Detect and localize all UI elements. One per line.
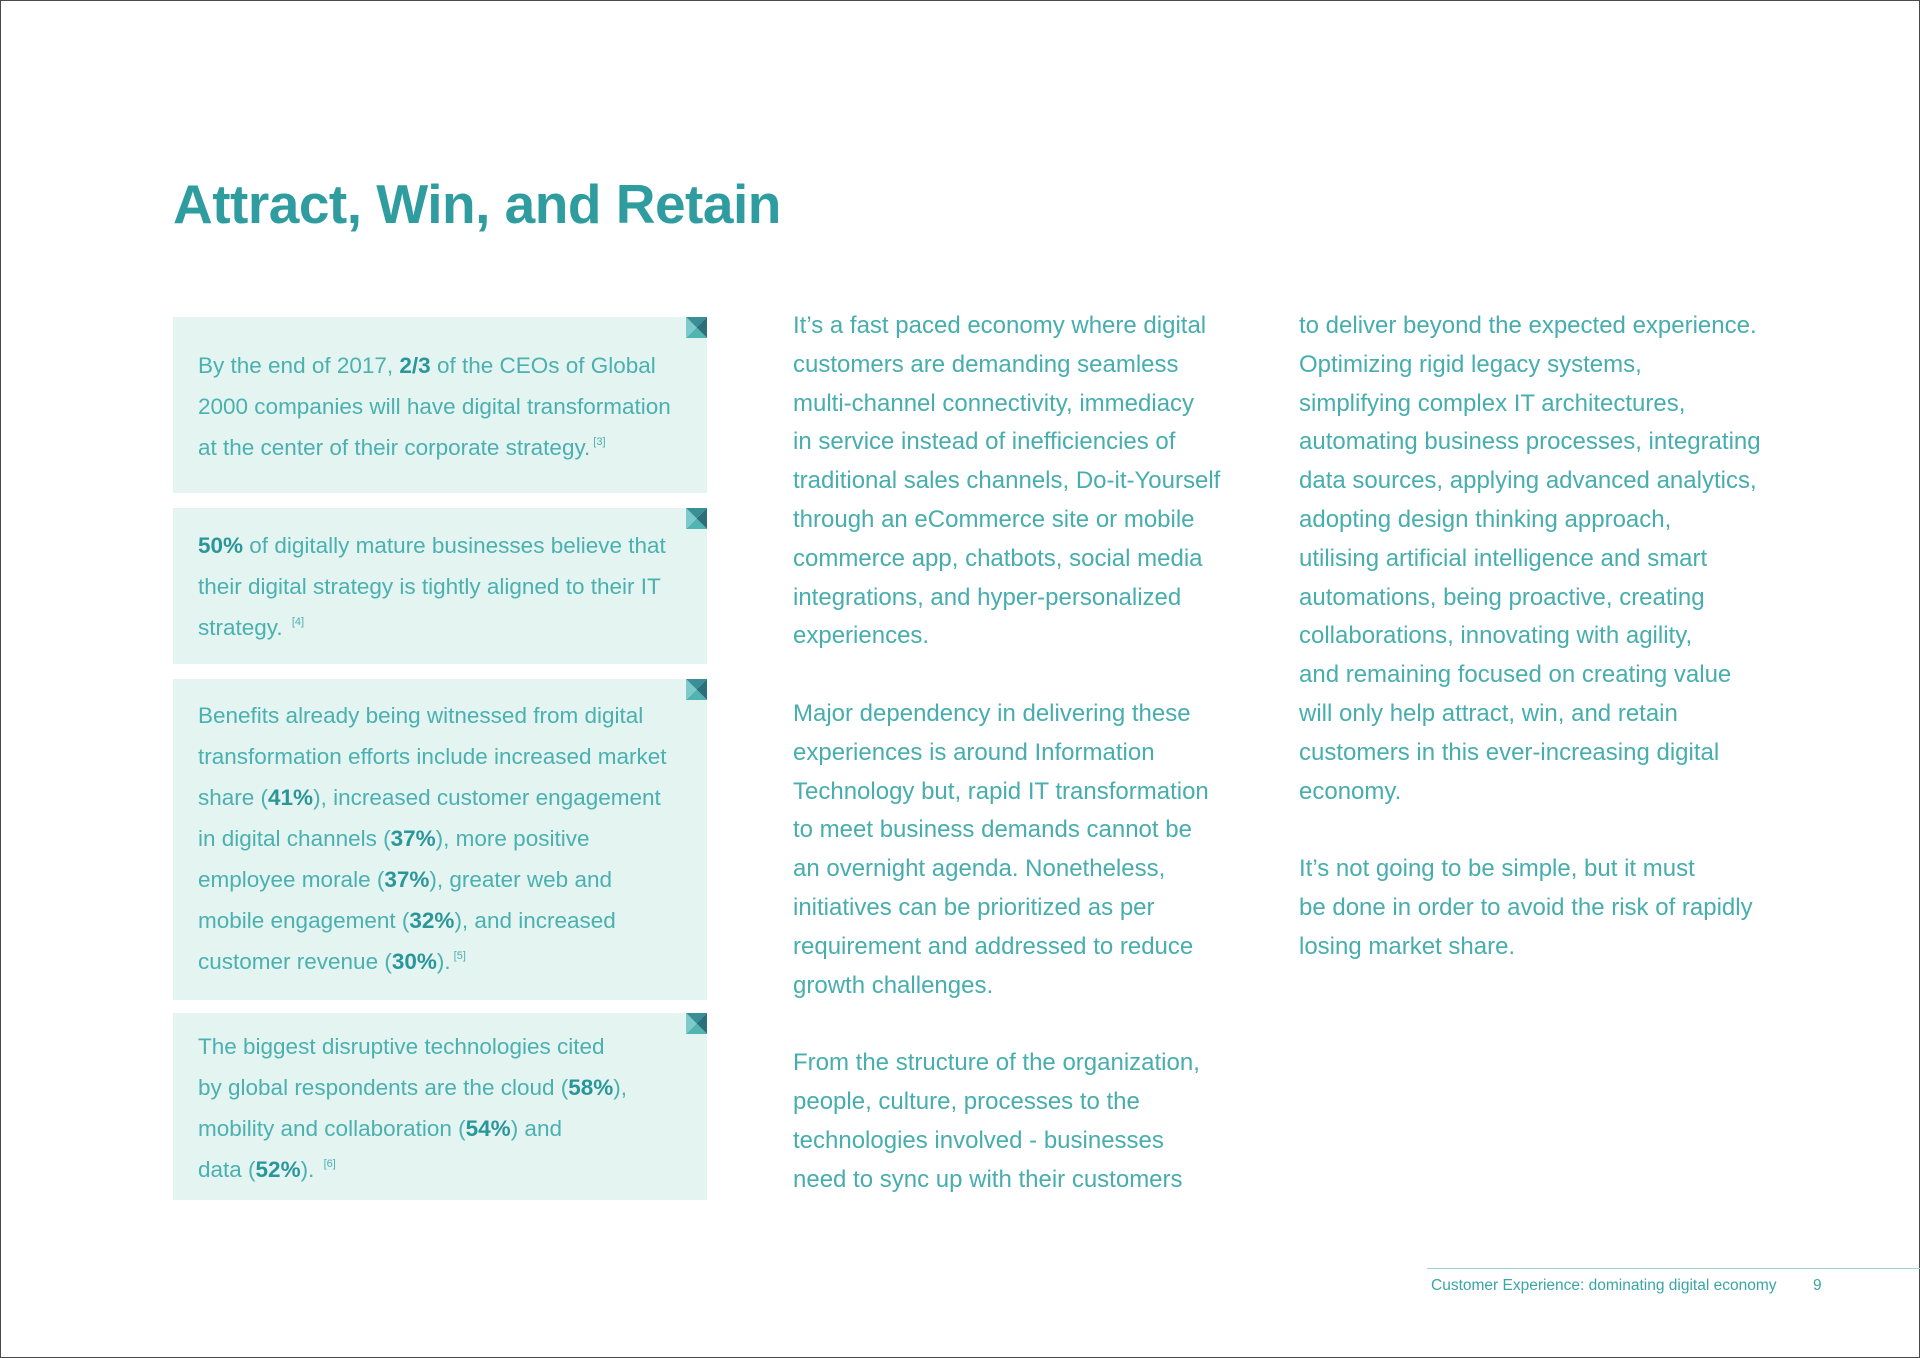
body-text-line: an overnight agenda. Nonetheless, <box>793 855 1166 883</box>
stat-figure: 30% <box>391 949 437 974</box>
callout-text-segment: ), increased customer engagement <box>313 785 661 810</box>
body-text-line: be done in order to avoid the risk of rapidly <box>1299 893 1753 921</box>
callout-text <box>198 1026 689 1190</box>
callout-text-segment: mobile engagement ( <box>198 908 410 933</box>
footer-divider <box>1427 1268 1920 1269</box>
callout-text <box>198 345 689 468</box>
stat-figure: 32% <box>409 908 455 933</box>
citation-ref: [6] <box>323 1158 336 1170</box>
body-column-middle <box>793 307 1220 1199</box>
body-text-line: will only help attract, win, and retain <box>1299 699 1678 727</box>
body-text-line: traditional sales channels, Do-it-Yourself <box>793 467 1221 495</box>
body-text-line: customers are demanding seamless <box>793 350 1179 378</box>
stat-callout-disruptive-tech <box>173 1013 707 1200</box>
callout-line <box>198 818 689 859</box>
callout-text-segment: of the CEOs of Global <box>430 353 656 378</box>
paragraph-gap <box>793 656 1220 695</box>
callout-text-segment: ), greater web and <box>429 867 612 892</box>
body-text-line: economy. <box>1299 777 1402 805</box>
callout-text-segment: ). <box>300 1157 321 1182</box>
callout-text-segment: 2000 companies will have digital transformation <box>198 394 671 419</box>
callout-text-segment: data ( <box>198 1157 256 1182</box>
callout-text-segment: at the center of their corporate strategy. <box>198 435 591 460</box>
body-text-line: Technology but, rapid IT transformation <box>793 777 1209 805</box>
callout-line <box>198 1067 689 1108</box>
citation-ref: [5] <box>453 950 466 962</box>
body-text-line: It’s not going to be simple, but it must <box>1299 855 1695 883</box>
stat-figure: 41% <box>268 785 314 810</box>
footer-running-title: Customer Experience: dominating digital economy <box>1431 1277 1777 1294</box>
callout-text-segment: ). <box>436 949 451 974</box>
callout-text-segment: ), and increased <box>454 908 616 933</box>
callout-text-segment: of digitally mature businesses believe that <box>243 533 666 558</box>
callout-text-segment: mobility and collaboration ( <box>198 1116 466 1141</box>
body-text-line: technologies involved - businesses <box>793 1126 1164 1154</box>
body-text-line: It’s a fast paced economy where digital <box>793 312 1207 339</box>
stat-figure: 37% <box>384 867 430 892</box>
callout-text-segment: transformation efforts include increased market <box>198 744 667 769</box>
body-text-line: data sources, applying advanced analytics, <box>1299 467 1757 495</box>
body-text-line: to deliver beyond the expected experience. <box>1299 312 1757 339</box>
callout-line <box>198 1149 689 1190</box>
stat-callout-benefits <box>173 679 707 1000</box>
callout-text-segment: strategy. <box>198 615 289 640</box>
page-number: 9 <box>1813 1277 1822 1294</box>
callout-text-segment: The biggest disruptive technologies cited <box>198 1034 605 1059</box>
paragraph-gap <box>793 1005 1220 1044</box>
body-text-line: automating business processes, integrating <box>1299 428 1761 456</box>
body-text-line: simplifying complex IT architectures, <box>1299 389 1686 417</box>
callout-text-segment: By the end of 2017, <box>198 353 400 378</box>
body-text-line: commerce app, chatbots, social media <box>793 544 1203 572</box>
callout-line <box>198 566 689 607</box>
callout-line <box>198 777 689 818</box>
page-title: Attract, Win, and Retain <box>173 173 781 235</box>
body-text-line: From the structure of the organization, <box>793 1049 1200 1077</box>
citation-ref: [4] <box>291 616 305 628</box>
body-text-line: people, culture, processes to the <box>793 1087 1140 1115</box>
body-text-line: utilising artificial intelligence and smart <box>1299 544 1708 572</box>
citation-ref: [3] <box>593 436 606 448</box>
callout-line <box>198 736 689 777</box>
callout-text <box>198 695 689 982</box>
callout-text-segment: in digital channels ( <box>198 826 391 851</box>
callout-line <box>198 386 689 427</box>
body-text-line: in service instead of inefficiencies of <box>793 428 1176 456</box>
body-text-line: Optimizing rigid legacy systems, <box>1299 350 1642 378</box>
body-text-line: growth challenges. <box>793 971 994 999</box>
paragraph-gap <box>1299 811 1761 850</box>
stat-callout-ceo-strategy <box>173 317 707 493</box>
corner-marker-icon <box>686 1013 707 1034</box>
callout-text-segment: share ( <box>198 785 269 810</box>
callout-text-segment: customer revenue ( <box>198 949 392 974</box>
callout-text-segment: by global respondents are the cloud ( <box>198 1075 569 1100</box>
stat-figure: 58% <box>568 1075 614 1100</box>
callout-line <box>198 900 689 941</box>
body-text-line: losing market share. <box>1299 932 1516 960</box>
stat-figure: 54% <box>465 1116 511 1141</box>
body-text-line: need to sync up with their customers <box>793 1165 1183 1193</box>
callout-text-segment: employee morale ( <box>198 867 385 892</box>
stat-figure: 50% <box>198 533 244 558</box>
callout-line <box>198 941 689 982</box>
body-text-line: to meet business demands cannot be <box>793 816 1192 844</box>
body-text-line: experiences. <box>793 622 930 650</box>
corner-marker-icon <box>686 508 707 529</box>
callout-text-segment: their digital strategy is tightly aligned to their IT <box>198 574 661 599</box>
body-text-line: collaborations, innovating with agility, <box>1299 622 1693 650</box>
body-column-right <box>1299 307 1761 967</box>
callout-line <box>198 607 689 648</box>
stat-figure: 52% <box>255 1157 301 1182</box>
stat-figure: 2/3 <box>399 353 431 378</box>
body-text-line: automations, being proactive, creating <box>1299 583 1705 611</box>
body-text-line: through an eCommerce site or mobile <box>793 505 1195 533</box>
callout-text-segment: ), more positive <box>435 826 590 851</box>
corner-marker-icon <box>686 317 707 338</box>
callout-line <box>198 1108 689 1149</box>
stat-callout-digital-strategy <box>173 508 707 664</box>
callout-text-segment: Benefits already being witnessed from digital <box>198 703 644 728</box>
body-text-line: requirement and addressed to reduce <box>793 932 1194 960</box>
corner-marker-icon <box>686 679 707 700</box>
callout-line <box>198 695 689 736</box>
callout-line <box>198 525 689 566</box>
body-text-line: Major dependency in delivering these <box>793 699 1191 727</box>
callout-line <box>198 345 689 386</box>
body-text-line: initiatives can be prioritized as per <box>793 893 1155 921</box>
body-text-line: experiences is around Information <box>793 738 1155 766</box>
body-text-line: and remaining focused on creating value <box>1299 661 1732 689</box>
callout-text-segment: ), <box>613 1075 628 1100</box>
callout-text-segment: ) and <box>510 1116 562 1141</box>
stat-figure: 37% <box>390 826 436 851</box>
body-text-line: adopting design thinking approach, <box>1299 505 1672 533</box>
body-text-line: multi-channel connectivity, immediacy <box>793 389 1195 417</box>
callout-line <box>198 859 689 900</box>
callout-text <box>198 525 689 648</box>
callout-line <box>198 427 689 468</box>
body-text-line: integrations, and hyper-personalized <box>793 583 1182 611</box>
body-text-line: customers in this ever-increasing digital <box>1299 738 1720 766</box>
callout-line <box>198 1026 689 1067</box>
